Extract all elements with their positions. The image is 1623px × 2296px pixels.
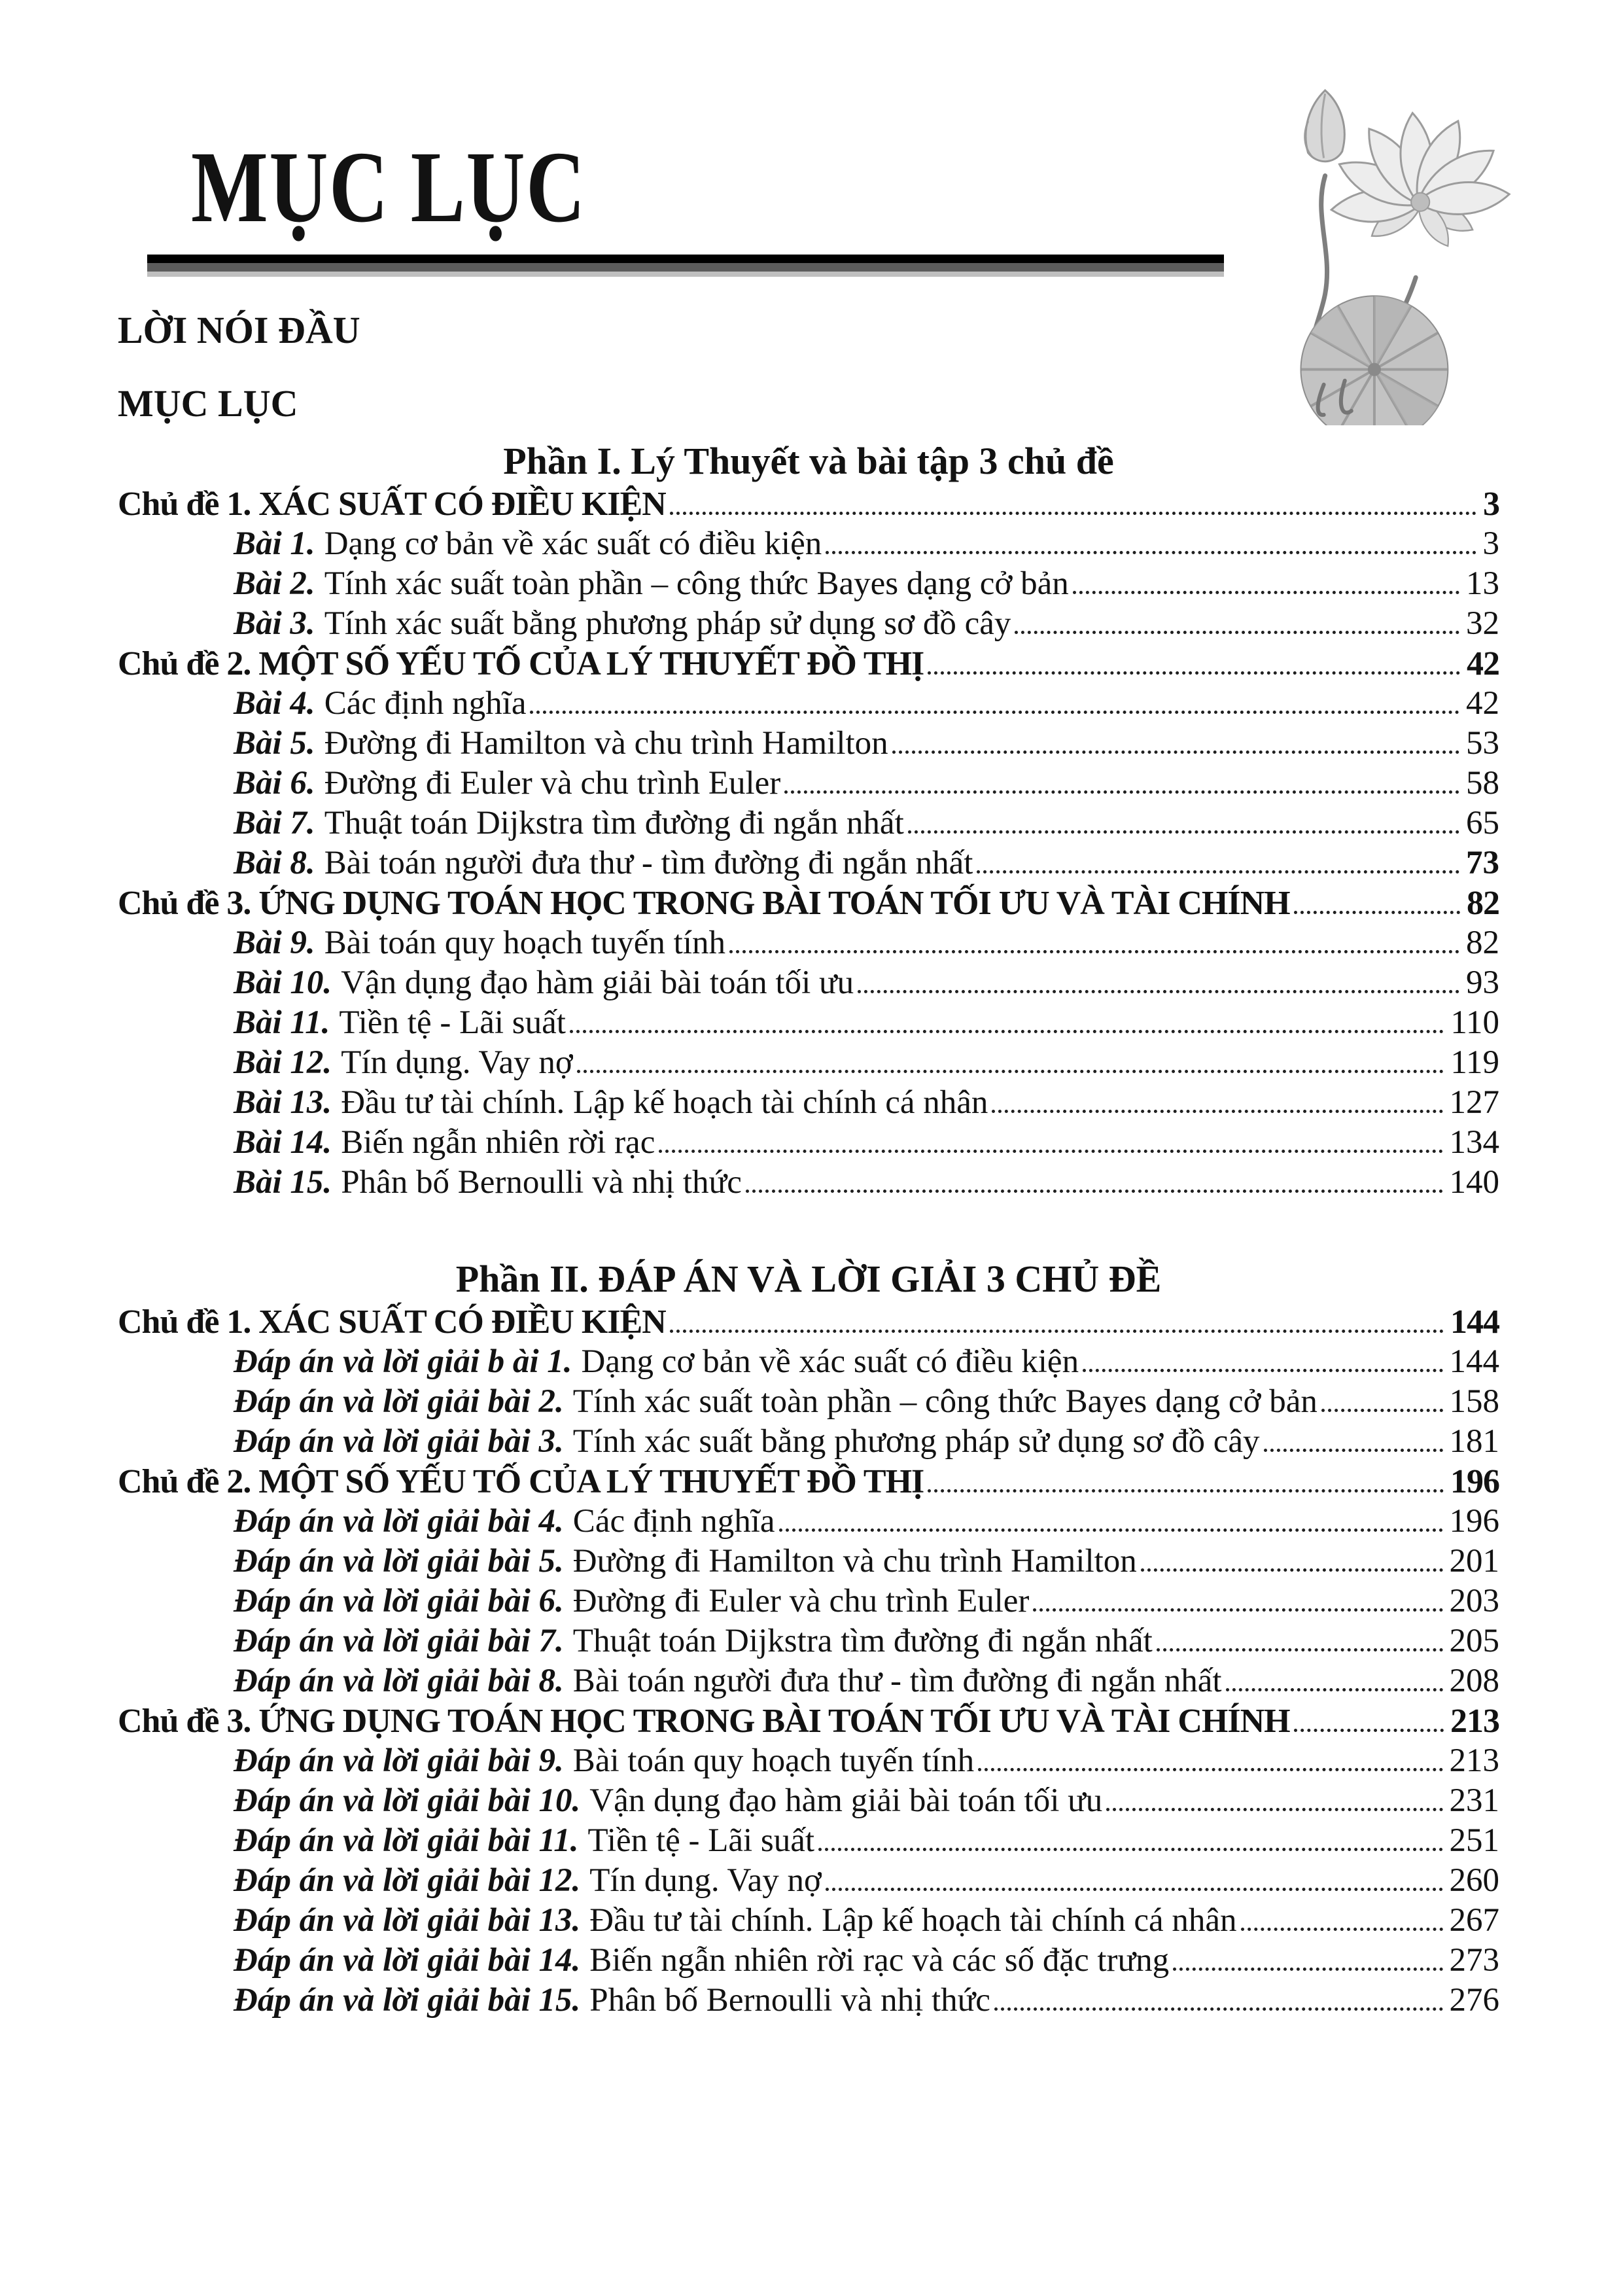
toc-entry-lead: Đáp án và lời giải bài 9.: [234, 1742, 564, 1779]
toc-entry-page-number: 203: [1449, 1583, 1499, 1619]
toc-entry-title: Đầu tư tài chính. Lập kế hoạch tài chính cá nhân: [589, 1902, 1237, 1939]
toc-lesson-row: [118, 524, 1499, 564]
toc-entry-page-number: 82: [1466, 925, 1499, 961]
toc-lesson-row: [118, 764, 1499, 804]
dotted-leader: [1173, 1968, 1442, 1971]
toc-entry-page-number: 110: [1450, 1004, 1499, 1041]
toc-entry-page-number: 208: [1449, 1663, 1499, 1699]
toc-entry-page-number: 32: [1466, 605, 1499, 642]
dotted-leader: [992, 1110, 1442, 1113]
dotted-leader: [670, 1330, 1444, 1333]
title-rule: [147, 255, 1224, 277]
toc-entry-page-number: 196: [1450, 1463, 1499, 1500]
dotted-leader: [826, 551, 1476, 554]
toc-lesson-row: [118, 1741, 1499, 1781]
toc-entry-lead: Đáp án và lời giải bài 4.: [234, 1503, 564, 1540]
toc-entry-page-number: 231: [1449, 1782, 1499, 1819]
dotted-leader: [928, 1489, 1444, 1492]
toc-entry-lead: Bài 15.: [234, 1164, 332, 1201]
rule-band-light: [147, 272, 1224, 277]
toc-entry-page-number: 53: [1466, 725, 1499, 762]
toc-lesson-row: [118, 1123, 1499, 1163]
toc-entry-page-number: 201: [1449, 1543, 1499, 1580]
toc-lesson-row: [118, 804, 1499, 843]
toc-entry-title: Biến ngẫn nhiên rời rạc và các số đặc trưng: [589, 1942, 1170, 1979]
toc-entry-title: Tiền tệ - Lãi suất: [587, 1822, 815, 1859]
toc-entry-page-number: 273: [1449, 1942, 1499, 1979]
toc-entry-lead: Bài 8.: [234, 845, 315, 881]
toc-entry-page-number: 127: [1449, 1084, 1499, 1121]
toc-entry-page-number: 213: [1449, 1742, 1499, 1779]
dotted-leader: [570, 1030, 1444, 1033]
toc-entry-lead: Bài 11.: [234, 1004, 330, 1041]
toc-lesson-row: [118, 1083, 1499, 1123]
toc-entry-page-number: 213: [1450, 1703, 1499, 1740]
toc-entry-lead: Bài 6.: [234, 765, 315, 802]
toc-entry-lead: Đáp án và lời giải bài 3.: [234, 1423, 564, 1460]
dotted-leader: [1294, 911, 1460, 914]
toc-entry-lead: Bài 2.: [234, 565, 315, 602]
toc-entry-title: Chủ đề 2. MỘT SỐ YẾU TỐ CỦA LÝ THUYẾT ĐỒ THỊ: [118, 645, 924, 682]
toc-chapter-row: [118, 484, 1499, 524]
toc-entry-title: Chủ đề 1. XÁC SUẤT CÓ ĐIỀU KIỆN: [118, 486, 666, 523]
toc-entry-page-number: 119: [1450, 1044, 1499, 1081]
toc-entry-lead: Bài 12.: [234, 1044, 332, 1081]
toc-entry-title: Đường đi Hamilton và chu trình Hamilton: [572, 1543, 1137, 1580]
toc-entry-title: Phân bố Bernoulli và nhị thức: [341, 1164, 742, 1201]
muc-luc-heading: MỤC LỤC: [118, 382, 298, 425]
dotted-leader: [659, 1150, 1442, 1153]
toc-lesson-row: [118, 724, 1499, 764]
dotted-leader: [1241, 1928, 1443, 1931]
toc-lesson-row: [118, 1661, 1499, 1701]
dotted-leader: [818, 1848, 1442, 1851]
toc-lesson-row: [118, 1901, 1499, 1941]
toc-entry-page-number: 82: [1467, 885, 1499, 922]
toc-entry-lead: Đáp án và lời giải bài 13.: [234, 1902, 581, 1939]
toc-entry-title: Biến ngẫn nhiên rời rạc: [341, 1124, 655, 1161]
dotted-leader: [729, 950, 1459, 953]
toc-entry-title: Đường đi Euler và chu trình Euler: [324, 765, 781, 802]
toc-entry-title: Tín dụng. Vay nợ: [589, 1862, 822, 1899]
dotted-leader: [1321, 1409, 1443, 1412]
toc-lesson-row: [118, 1422, 1499, 1462]
toc-entry-lead: Bài 14.: [234, 1124, 332, 1161]
dotted-leader: [1083, 1369, 1442, 1372]
toc-content: [118, 308, 1499, 2021]
toc-entry-page-number: 196: [1449, 1503, 1499, 1540]
toc-entry-title: Chủ đề 1. XÁC SUẤT CÓ ĐIỀU KIỆN: [118, 1303, 666, 1341]
dotted-leader: [928, 671, 1460, 675]
dotted-leader: [892, 751, 1459, 754]
toc-chapter-row: [118, 883, 1499, 923]
toc-entry-title: Vận dụng đạo hàm giải bài toán tối ưu: [589, 1782, 1103, 1819]
lotus-flower: [1330, 112, 1510, 251]
toc-entry-title: Tín dụng. Vay nợ: [341, 1044, 573, 1081]
toc-entry-lead: Đáp án và lời giải bài 10.: [234, 1782, 581, 1819]
toc-entry-title: Đầu tư tài chính. Lập kế hoạch tài chính cá nhân: [341, 1084, 988, 1121]
dotted-leader: [577, 1070, 1444, 1073]
toc-lesson-row: [118, 564, 1499, 604]
toc-lesson-row: [118, 1861, 1499, 1901]
dotted-leader: [1073, 591, 1459, 594]
toc-entry-page-number: 181: [1449, 1423, 1499, 1460]
dotted-leader: [670, 512, 1476, 515]
dotted-leader: [779, 1528, 1443, 1532]
part-1-entries: [118, 484, 1499, 1203]
toc-lesson-row: [118, 1781, 1499, 1821]
toc-entry-page-number: 3: [1482, 525, 1499, 562]
lotus-bud: [1305, 90, 1345, 162]
toc-chapter-row: [118, 1701, 1499, 1741]
toc-lesson-row: [118, 604, 1499, 644]
dotted-leader: [994, 2007, 1443, 2011]
toc-entry-page-number: 158: [1449, 1383, 1499, 1420]
toc-entry-title: Tiền tệ - Lãi suất: [339, 1004, 566, 1041]
part-2-heading: Phần II. ĐÁP ÁN VÀ LỜI GIẢI 3 CHỦ ĐỀ: [455, 1258, 1162, 1300]
toc-lesson-row: [118, 684, 1499, 724]
dotted-leader: [530, 711, 1459, 714]
dotted-leader: [978, 1768, 1442, 1771]
toc-entry-title: Tính xác suất bằng phương pháp sử dụng sơ đồ cây: [572, 1423, 1260, 1460]
toc-lesson-row: [118, 923, 1499, 963]
toc-lesson-row: [118, 1821, 1499, 1861]
toc-entry-lead: Đáp án và lời giải bài 8.: [234, 1663, 564, 1699]
toc-lesson-row: [118, 1382, 1499, 1422]
dotted-leader: [1294, 1729, 1444, 1732]
toc-entry-page-number: 65: [1466, 805, 1499, 841]
toc-entry-title: Dạng cơ bản về xác suất có điều kiện: [581, 1343, 1079, 1380]
dotted-leader: [1157, 1648, 1443, 1651]
toc-entry-lead: Bài 7.: [234, 805, 315, 841]
toc-entry-page-number: 260: [1449, 1862, 1499, 1899]
dotted-leader: [1106, 1808, 1442, 1811]
dotted-leader: [1141, 1568, 1443, 1572]
toc-entry-lead: Bài 4.: [234, 685, 315, 722]
toc-entry-lead: Đáp án và lời giải bài 7.: [234, 1623, 564, 1659]
toc-chapter-row: [118, 1302, 1499, 1342]
toc-lesson-row: [118, 1043, 1499, 1083]
toc-entry-title: Đường đi Hamilton và chu trình Hamilton: [324, 725, 888, 762]
dotted-leader: [746, 1190, 1443, 1193]
toc-lesson-row: [118, 963, 1499, 1003]
toc-lesson-row: [118, 1542, 1499, 1581]
dotted-leader: [1015, 631, 1459, 634]
toc-entry-page-number: 3: [1483, 486, 1499, 523]
toc-entry-title: Bài toán quy hoạch tuyến tính: [324, 925, 725, 961]
toc-entry-page-number: 93: [1466, 964, 1499, 1001]
part-1-heading: Phần I. Lý Thuyết và bài tập 3 chủ đề: [503, 440, 1114, 482]
toc-entry-page-number: 251: [1449, 1822, 1499, 1859]
dotted-leader: [826, 1888, 1443, 1891]
toc-entry-lead: Đáp án và lời giải bài 11.: [234, 1822, 579, 1859]
toc-lesson-row: [118, 1621, 1499, 1661]
toc-entry-title: Bài toán quy hoạch tuyến tính: [572, 1742, 975, 1779]
toc-entry-page-number: 134: [1449, 1124, 1499, 1161]
toc-entry-page-number: 13: [1466, 565, 1499, 602]
toc-entry-lead: Bài 3.: [234, 605, 315, 642]
toc-entry-page-number: 140: [1449, 1164, 1499, 1201]
toc-entry-title: Thuật toán Dijkstra tìm đường đi ngắn nhất: [324, 805, 904, 841]
page-title: MỤC LỤC: [191, 130, 586, 243]
toc-entry-page-number: 205: [1449, 1623, 1499, 1659]
toc-entry-lead: Đáp án và lời giải bài 6.: [234, 1583, 564, 1619]
toc-entry-title: Chủ đề 3. ỨNG DỤNG TOÁN HỌC TRONG BÀI TOÁN TỐI ƯU VÀ TÀI CHÍNH: [118, 1703, 1290, 1740]
rule-band-black: [147, 255, 1224, 263]
toc-entry-lead: Đáp án và lời giải bài 12.: [234, 1862, 581, 1899]
dotted-leader: [1264, 1449, 1443, 1452]
toc-entry-lead: Bài 13.: [234, 1084, 332, 1121]
toc-entry-title: Chủ đề 3. ỨNG DỤNG TOÁN HỌC TRONG BÀI TOÁN TỐI ƯU VÀ TÀI CHÍNH: [118, 885, 1290, 922]
toc-entry-page-number: 58: [1466, 765, 1499, 802]
toc-chapter-row: [118, 1462, 1499, 1502]
toc-entry-lead: Bài 10.: [234, 964, 332, 1001]
toc-entry-lead: Đáp án và lời giải b ài 1.: [234, 1343, 572, 1380]
toc-chapter-row: [118, 644, 1499, 684]
dotted-leader: [858, 990, 1459, 993]
toc-entry-page-number: 144: [1449, 1343, 1499, 1380]
dotted-leader: [784, 790, 1459, 794]
toc-lesson-row: [118, 1941, 1499, 1981]
toc-entry-title: Tính xác suất toàn phần – công thức Bayes dạng cở bản: [572, 1383, 1318, 1420]
toc-entry-title: Các định nghĩa: [324, 685, 527, 722]
toc-entry-title: Bài toán người đưa thư - tìm đường đi ngắn nhất: [324, 845, 973, 881]
toc-entry-lead: Đáp án và lời giải bài 2.: [234, 1383, 564, 1420]
toc-entry-page-number: 42: [1467, 645, 1499, 682]
preface-heading: LỜI NÓI ĐẦU: [118, 309, 360, 351]
dotted-leader: [1226, 1688, 1443, 1691]
dotted-leader: [1033, 1608, 1442, 1612]
dotted-leader: [908, 830, 1459, 834]
toc-lesson-row: [118, 1581, 1499, 1621]
toc-entry-title: Đường đi Euler và chu trình Euler: [572, 1583, 1030, 1619]
part-2-entries: [118, 1302, 1499, 2021]
toc-entry-lead: Bài 5.: [234, 725, 315, 762]
toc-lesson-row: [118, 1163, 1499, 1203]
toc-lesson-row: [118, 1003, 1499, 1043]
toc-entry-lead: Bài 9.: [234, 925, 315, 961]
toc-entry-title: Vận dụng đạo hàm giải bài toán tối ưu: [341, 964, 854, 1001]
toc-entry-title: Tính xác suất toàn phần – công thức Bayes dạng cở bản: [324, 565, 1069, 602]
toc-lesson-row: [118, 843, 1499, 883]
toc-entry-page-number: 276: [1449, 1982, 1499, 2019]
toc-entry-title: Bài toán người đưa thư - tìm đường đi ngắn nhất: [572, 1663, 1222, 1699]
toc-entry-title: Các định nghĩa: [572, 1503, 775, 1540]
toc-entry-title: Phân bố Bernoulli và nhị thức: [589, 1982, 990, 2019]
toc-entry-page-number: 267: [1449, 1902, 1499, 1939]
rule-band-gray: [147, 263, 1224, 272]
dotted-leader: [977, 870, 1459, 874]
toc-lesson-row: [118, 1342, 1499, 1382]
toc-entry-page-number: 42: [1466, 685, 1499, 722]
toc-entry-title: Tính xác suất bằng phương pháp sử dụng sơ đồ cây: [324, 605, 1011, 642]
toc-entry-title: Chủ đề 2. MỘT SỐ YẾU TỐ CỦA LÝ THUYẾT ĐỒ THỊ: [118, 1463, 924, 1500]
toc-entry-lead: Đáp án và lời giải bài 14.: [234, 1942, 581, 1979]
toc-entry-title: Thuật toán Dijkstra tìm đường đi ngắn nhất: [572, 1623, 1153, 1659]
toc-lesson-row: [118, 1981, 1499, 2021]
toc-entry-lead: Bài 1.: [234, 525, 315, 562]
toc-entry-page-number: 144: [1450, 1303, 1499, 1341]
toc-entry-page-number: 73: [1466, 845, 1499, 881]
toc-entry-lead: Đáp án và lời giải bài 15.: [234, 1982, 581, 2019]
toc-entry-lead: Đáp án và lời giải bài 5.: [234, 1543, 564, 1580]
toc-entry-title: Dạng cơ bản về xác suất có điều kiện: [324, 525, 822, 562]
toc-lesson-row: [118, 1502, 1499, 1542]
